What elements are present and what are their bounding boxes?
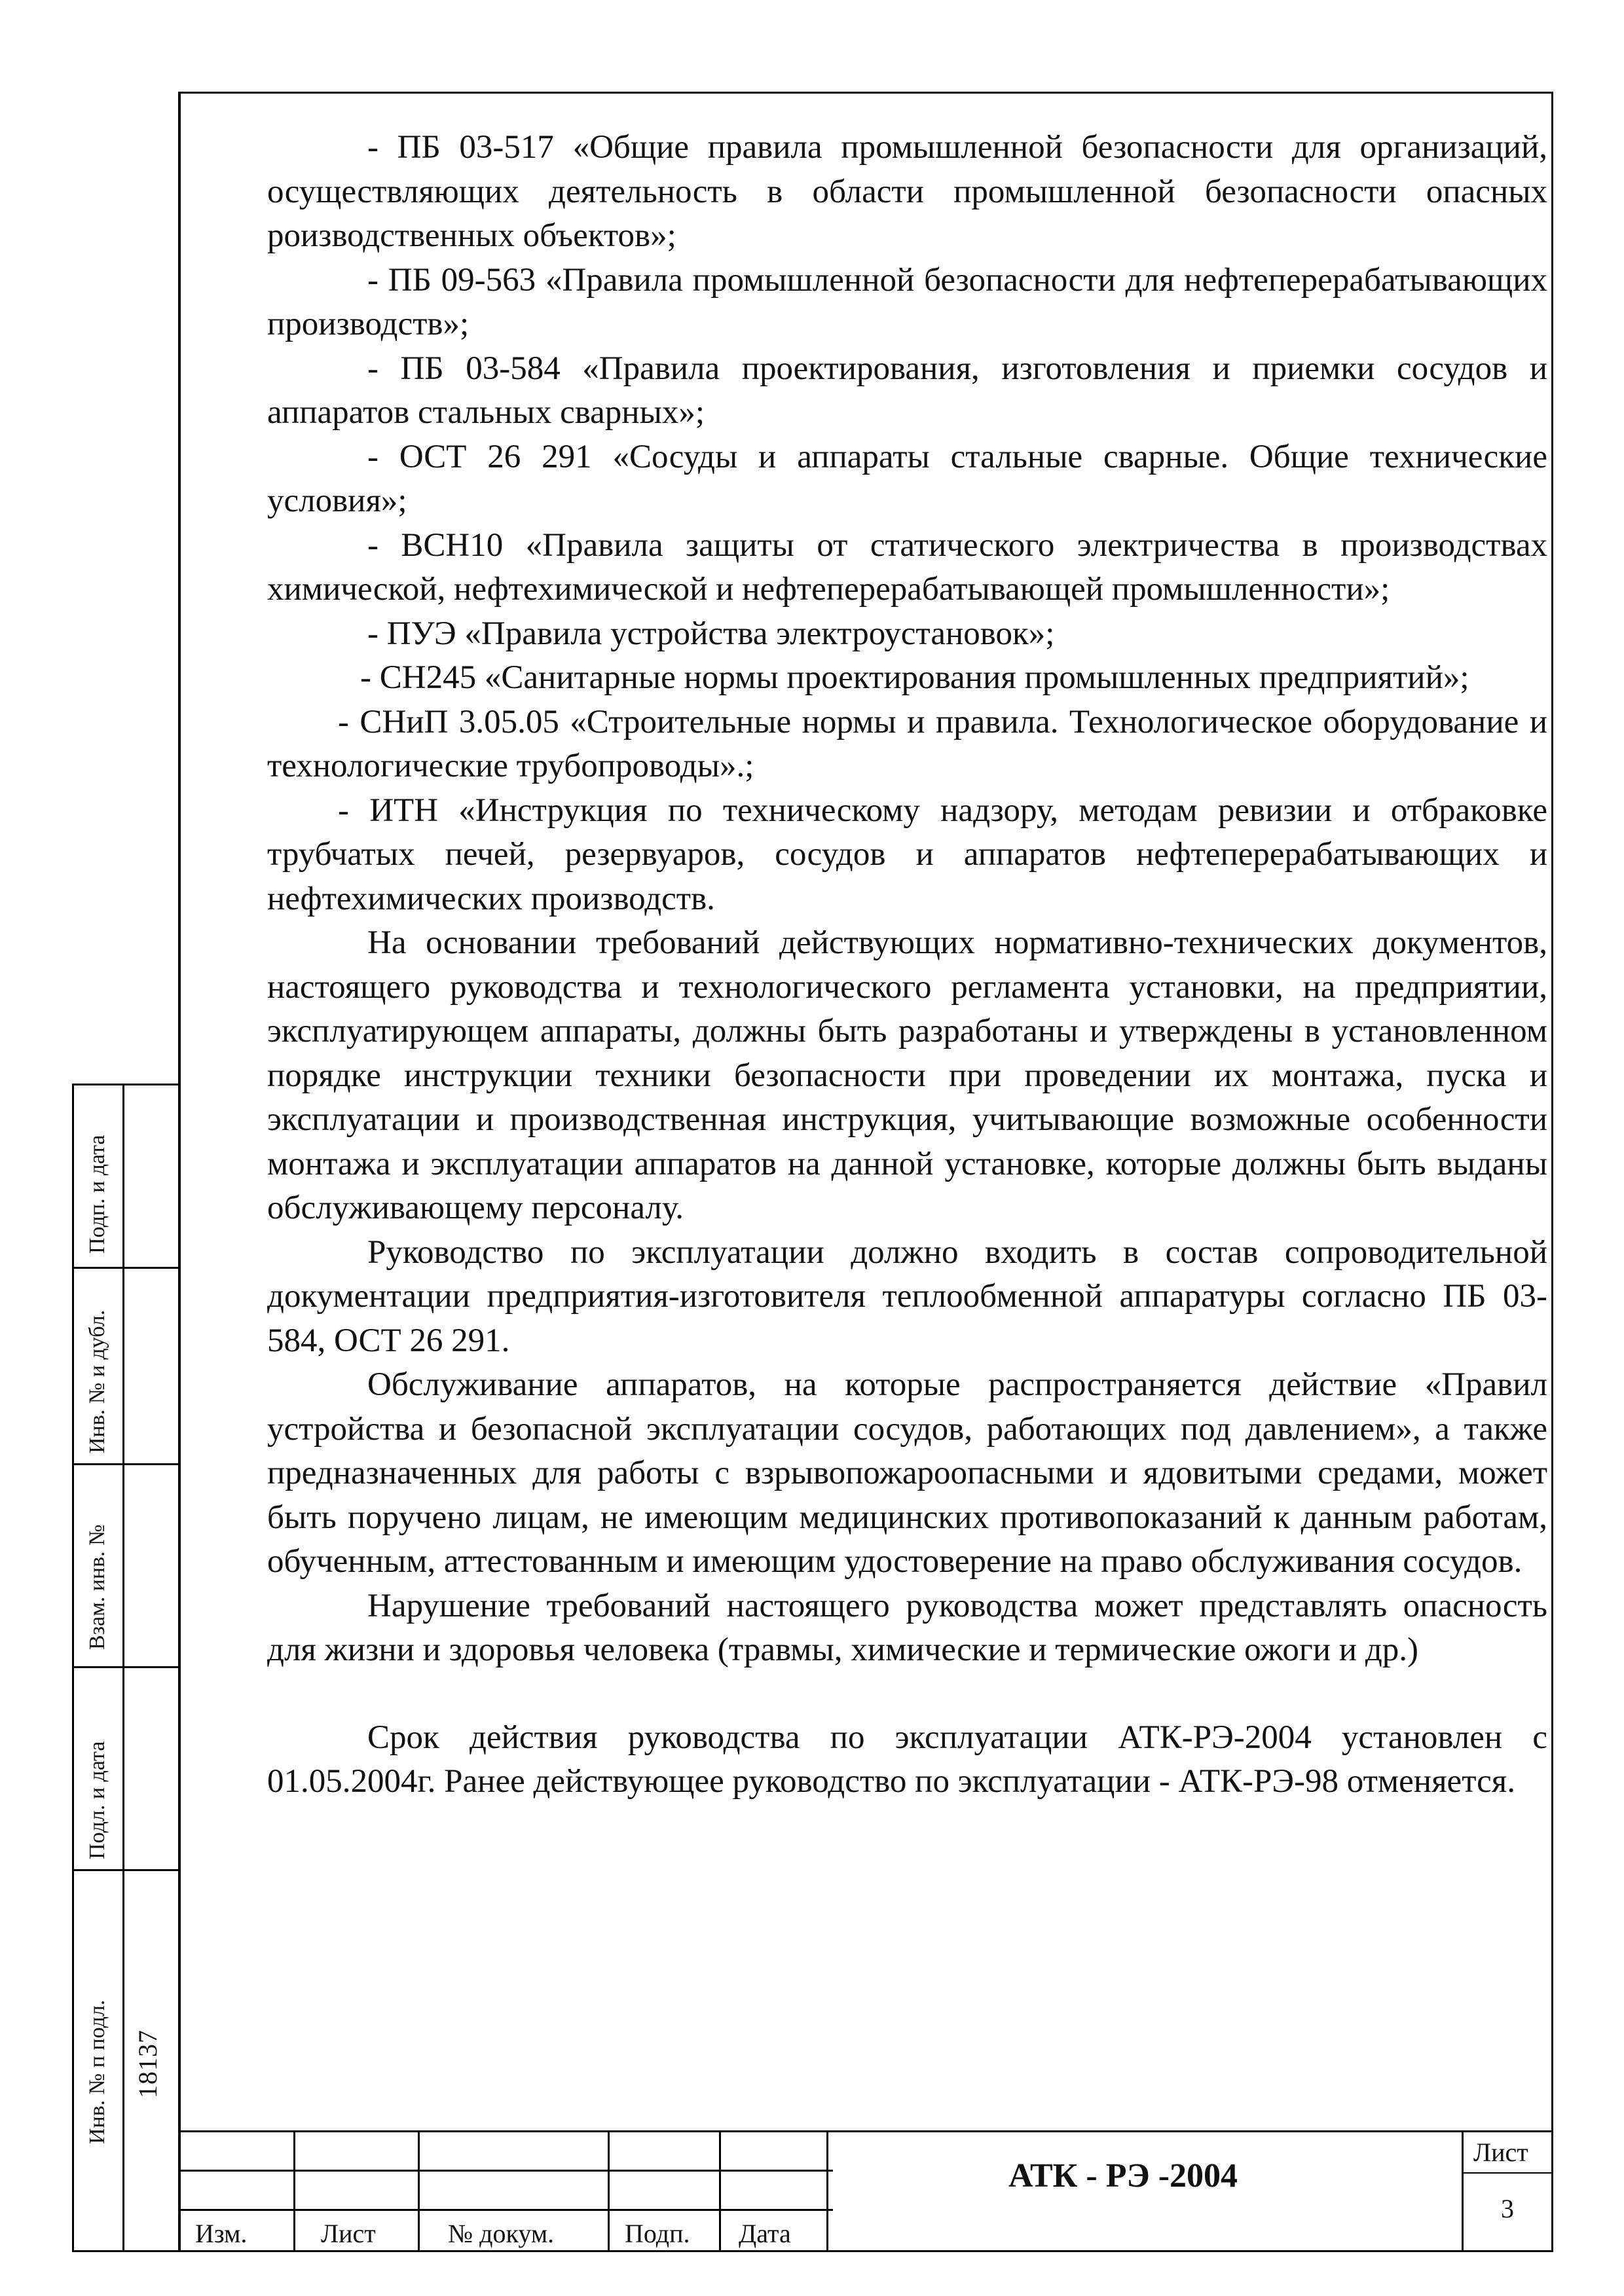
reference-list-item: - СН245 «Санитарные нормы проектирования промышленных предприятий»;	[360, 659, 1469, 696]
reference-list-item: - СНиП 3.05.05 «Строительные нормы и правила. Технологическое оборудование и технологические трубопроводы».;	[267, 703, 1547, 784]
side-divider	[72, 1869, 180, 1871]
body-paragraph: Срок действия руководства по эксплуатации АТК-РЭ-2004 установлен с 01.05.2004г. Ранее действующее руководство по эксплуатации - АТК-РЭ-98 отменяется.	[267, 1719, 1547, 1800]
reference-list-item: - ПУЭ «Правила устройства электроустановок»;	[367, 615, 1055, 652]
side-divider	[72, 1463, 180, 1465]
side-label-vzam-inv: Взам. инв. №	[85, 1524, 109, 1650]
title-block	[178, 2130, 1553, 2252]
side-label-inv-podl: Инв. № п подл.	[85, 1999, 109, 2144]
reference-list-item: - ПБ 03-584 «Правила проектирования, изготовления и приемки сосудов и аппаратов стальных сварных»;	[267, 350, 1547, 431]
body-paragraph: Нарушение требований настоящего руководства может представлять опасность для жизни и здоровья человека (травмы, химические и термические ожоги и др.)	[267, 1587, 1547, 1668]
side-label-podp-data: Подп. и дата	[85, 1135, 109, 1254]
sheet-number: 3	[1501, 2194, 1514, 2223]
reference-list-item: - ОСТ 26 291 «Сосуды и аппараты стальные сварные. Общие технические условия»;	[267, 438, 1547, 519]
stamp-col-doc: № докум.	[448, 2219, 555, 2248]
inventory-number: 18137	[133, 2030, 162, 2098]
document-code: АТК - РЭ -2004	[1008, 2157, 1238, 2195]
stamp-col-podp: Подп.	[625, 2219, 690, 2248]
sheet-label: Лист	[1473, 2138, 1528, 2167]
side-divider	[72, 1267, 180, 1269]
side-label-inv-dubl: Инв. № и дубл.	[85, 1309, 109, 1453]
paragraph-gap	[267, 1673, 1547, 1716]
reference-list-item: - ИТН «Инструкция по техническому надзору, методам ревизии и отбраковке трубчатых печей, резервуаров, сосудов и аппаратов нефтеперерабатывающих и нефтехимических производств.	[267, 792, 1547, 917]
document-body	[267, 126, 1547, 1804]
side-divider	[72, 1666, 180, 1668]
reference-list-item: - ПБ 09-563 «Правила промышленной безопасности для нефтеперерабатывающих производств»;	[267, 261, 1547, 342]
body-paragraph: Обслуживание аппаратов, на которые распространяется действие «Правил устройства и безопасной эксплуатации сосудов, работающих под давлением», а также предназначенных для работы с взрывопожароопасными и ядовитыми средами, может быть поручено лицам, не имеющим медицинских противопоказаний к данным работам, обученным, аттестованным и имеющим удостоверение на право обслуживания сосудов.	[267, 1366, 1547, 1580]
body-paragraph: Руководство по эксплуатации должно входить в состав сопроводительной документации предприятия-изготовителя теплообменной аппаратуры согласно ПБ 03-584, ОСТ 26 291.	[267, 1233, 1547, 1359]
reference-list-item: - ПБ 03-517 «Общие правила промышленной безопасности для организаций, осуществляющих деятельность в области промышленной безопасности опасных роизводственных объектов»;	[267, 129, 1547, 254]
reference-list-item: - ВСН10 «Правила защиты от статического электричества в производствах химической, нефтехимической и нефтеперерабатывающей промышленности»;	[267, 526, 1547, 608]
stamp-col-izm: Изм.	[195, 2219, 248, 2248]
stamp-col-date: Дата	[739, 2219, 791, 2248]
body-paragraph: На основании требований действующих нормативно-технических документов, настоящего руководства и технологического регламента установки, на предприятии, эксплуатирующем аппараты, должны быть разработаны и утверждены в установленном порядке инструкции техники безопасности при проведении их монтажа, пуска и эксплуатации и производственная инструкция, учитывающие возможные особенности монтажа и эксплуатации аппаратов на данной установке, которые должны быть выданы обслуживающему персоналу.	[267, 924, 1547, 1226]
side-label-podl-data: Подл. и дата	[85, 1741, 109, 1859]
stamp-col-list: Лист	[321, 2219, 376, 2248]
